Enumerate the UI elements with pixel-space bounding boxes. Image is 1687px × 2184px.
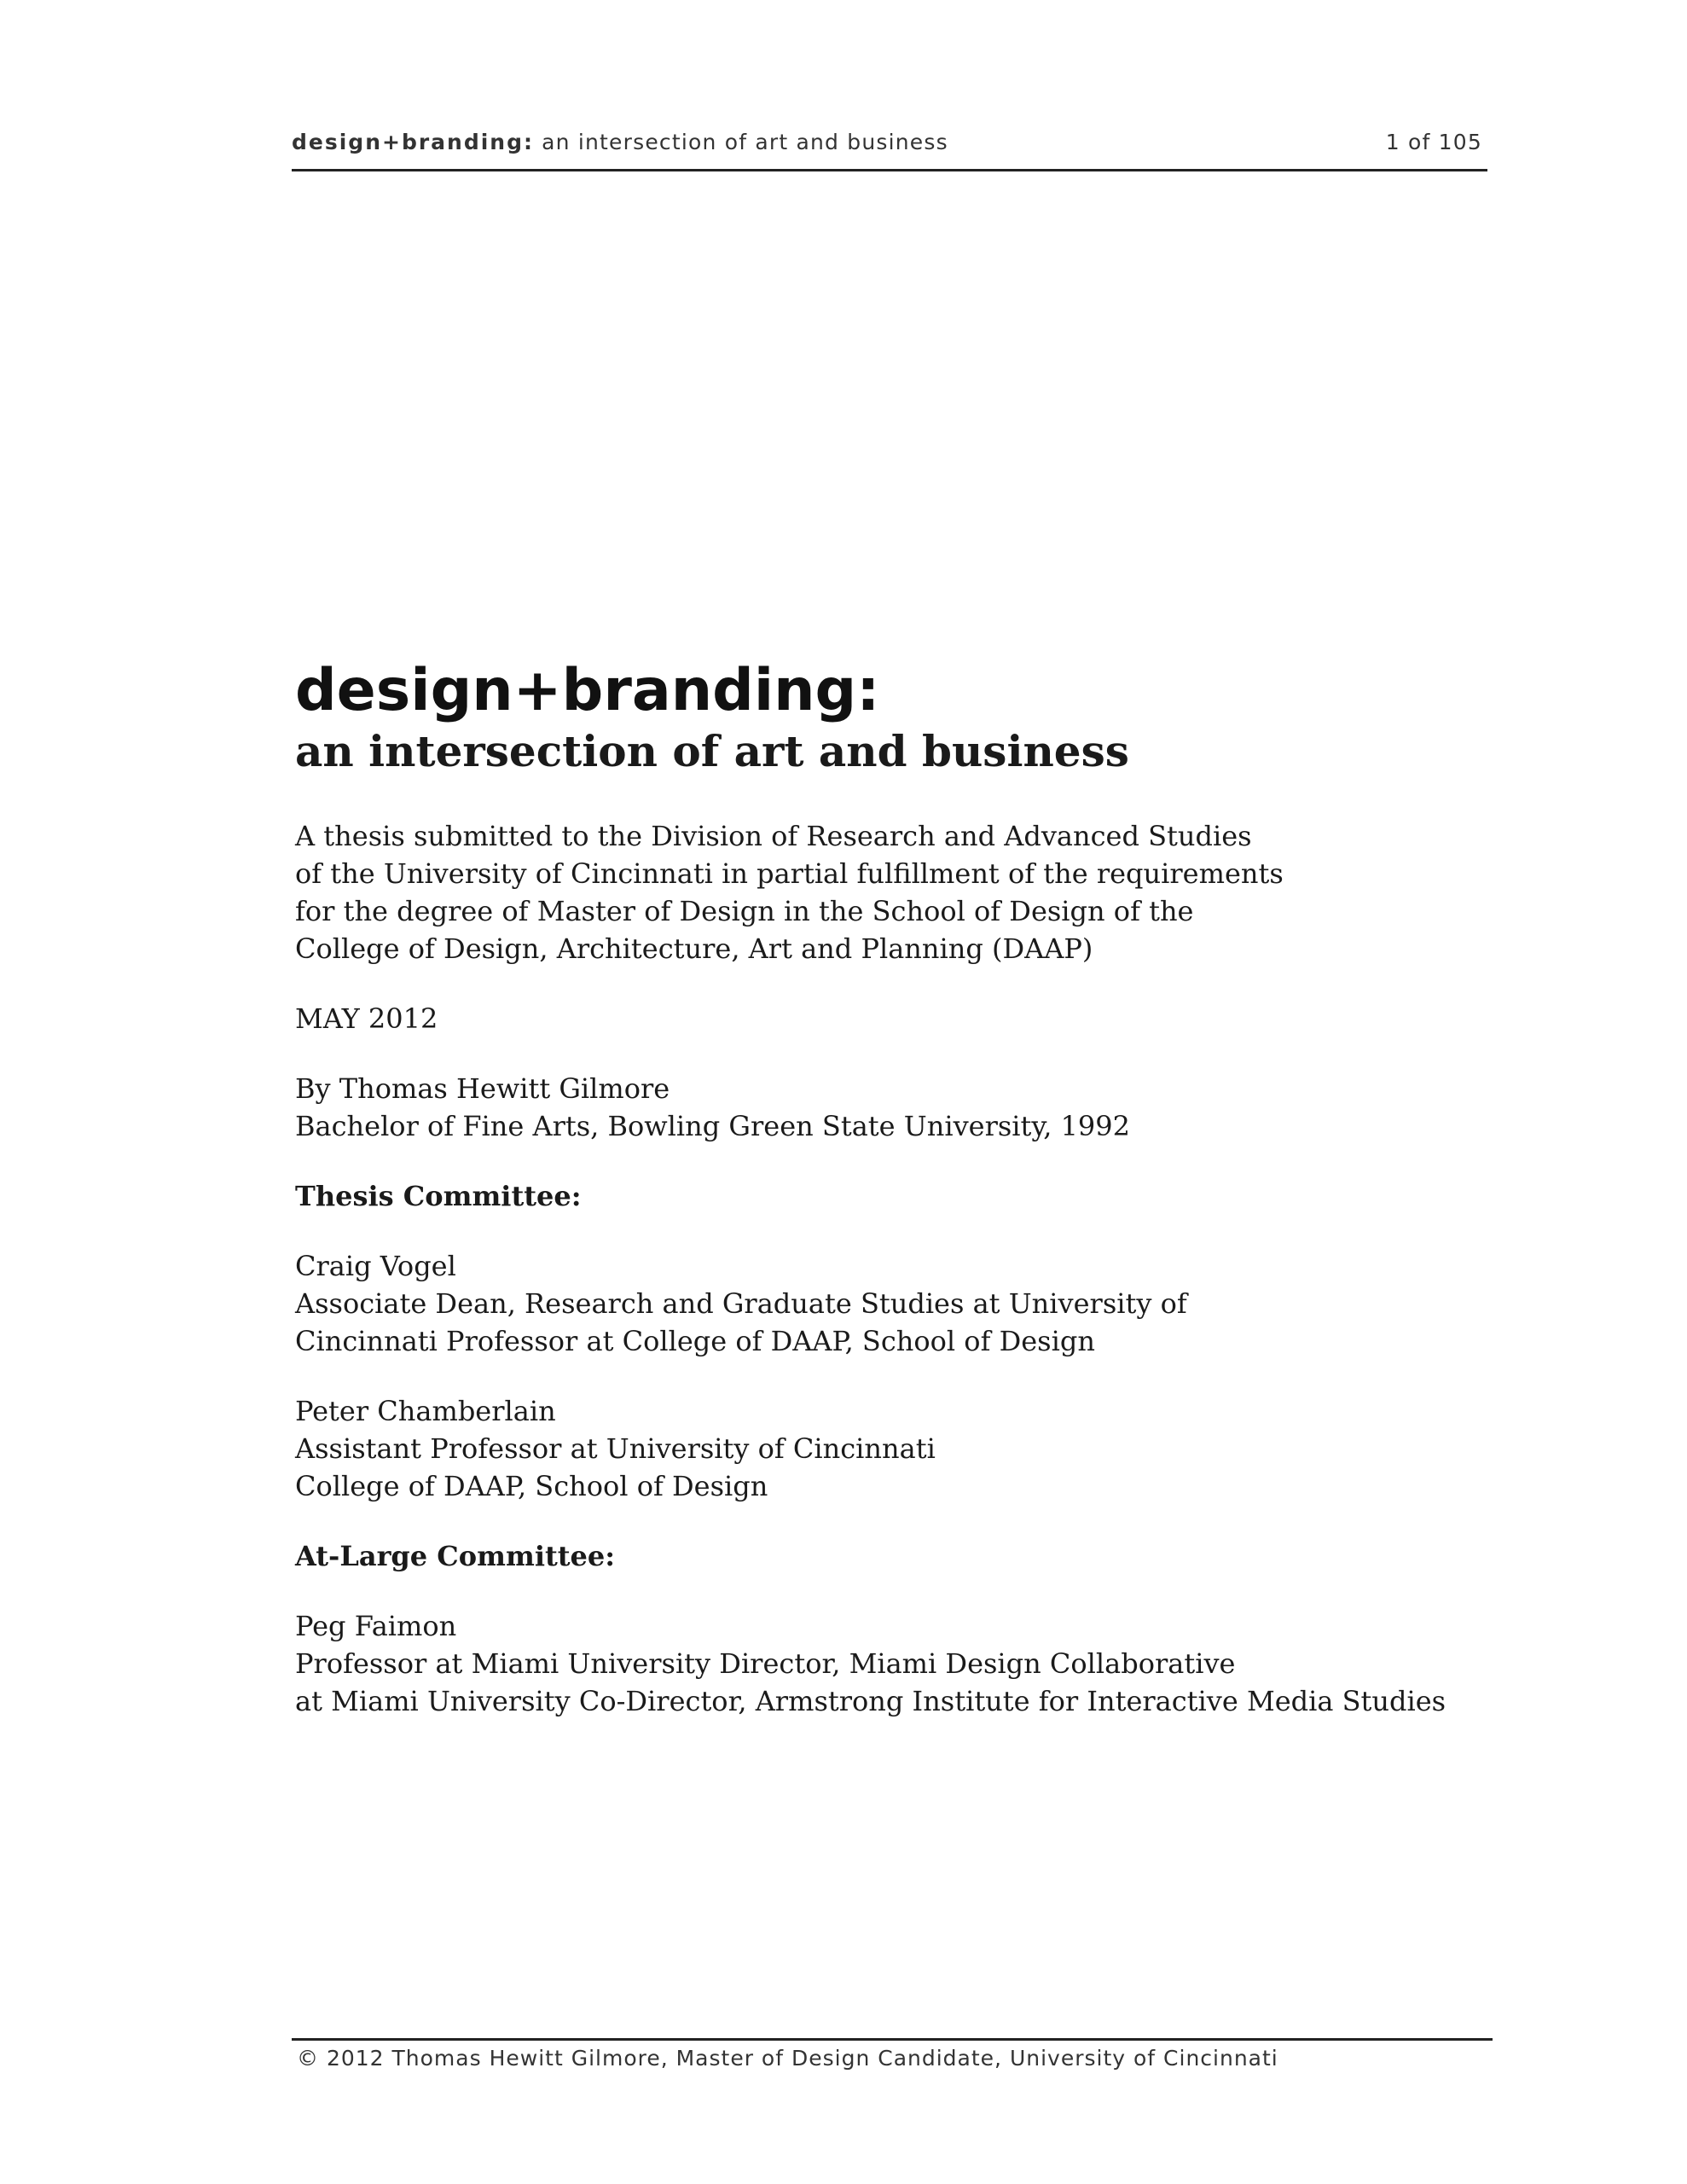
member-name: Peter Chamberlain <box>295 1395 556 1427</box>
member-title-line: Associate Dean, Research and Graduate Studies at University of <box>295 1287 1187 1320</box>
committee-member <box>295 1607 1506 1720</box>
committee-member <box>295 1247 1506 1360</box>
committee-member <box>295 1392 1506 1505</box>
member-title-line: Assistant Professor at University of Cincinnati <box>295 1432 936 1465</box>
member-title-line: College of DAAP, School of Design <box>295 1470 768 1502</box>
page-subtitle: an intersection of art and business <box>295 726 1129 776</box>
document-body <box>295 817 1506 1720</box>
submission-date <box>295 1000 1506 1037</box>
at-large-committee-heading: At-Large Committee: <box>295 1540 616 1572</box>
member-name: Craig Vogel <box>295 1250 456 1282</box>
thesis-statement-line: A thesis submitted to the Division of Research and Advanced Studies <box>295 820 1252 852</box>
author-name: By Thomas Hewitt Gilmore <box>295 1072 670 1105</box>
author-degree: Bachelor of Fine Arts, Bowling Green State University, 1992 <box>295 1110 1130 1142</box>
page-indicator: 1 of 105 <box>1385 130 1482 154</box>
member-title-line: at Miami University Co-Director, Armstrong Institute for Interactive Media Studies <box>295 1685 1446 1717</box>
running-header-title-bold: design+branding: <box>292 130 534 154</box>
member-name: Peg Faimon <box>295 1610 457 1642</box>
author-block <box>295 1070 1506 1145</box>
thesis-statement-line: for the degree of Master of Design in the School of Design of the <box>295 895 1194 927</box>
running-header-title-rest: an intersection of art and business <box>534 130 948 154</box>
member-title-line: Cincinnati Professor at College of DAAP, School of Design <box>295 1325 1095 1357</box>
thesis-statement-line: of the University of Cincinnati in partial fulfillment of the requirements <box>295 857 1284 890</box>
title-block <box>295 657 1489 778</box>
page-title: design+branding: <box>295 657 880 724</box>
copyright-text: © 2012 Thomas Hewitt Gilmore, Master of Design Candidate, University of Cincinnati <box>297 2046 1278 2071</box>
date-text: MAY 2012 <box>295 1002 438 1035</box>
thesis-statement-line: College of Design, Architecture, Art and Planning (DAAP) <box>295 932 1093 965</box>
member-title-line: Professor at Miami University Director, Miami Design Collaborative <box>295 1647 1236 1680</box>
page-footer <box>292 2038 1493 2071</box>
thesis-statement <box>295 817 1506 967</box>
running-header <box>292 130 1487 171</box>
thesis-committee-heading: Thesis Committee: <box>295 1180 582 1212</box>
